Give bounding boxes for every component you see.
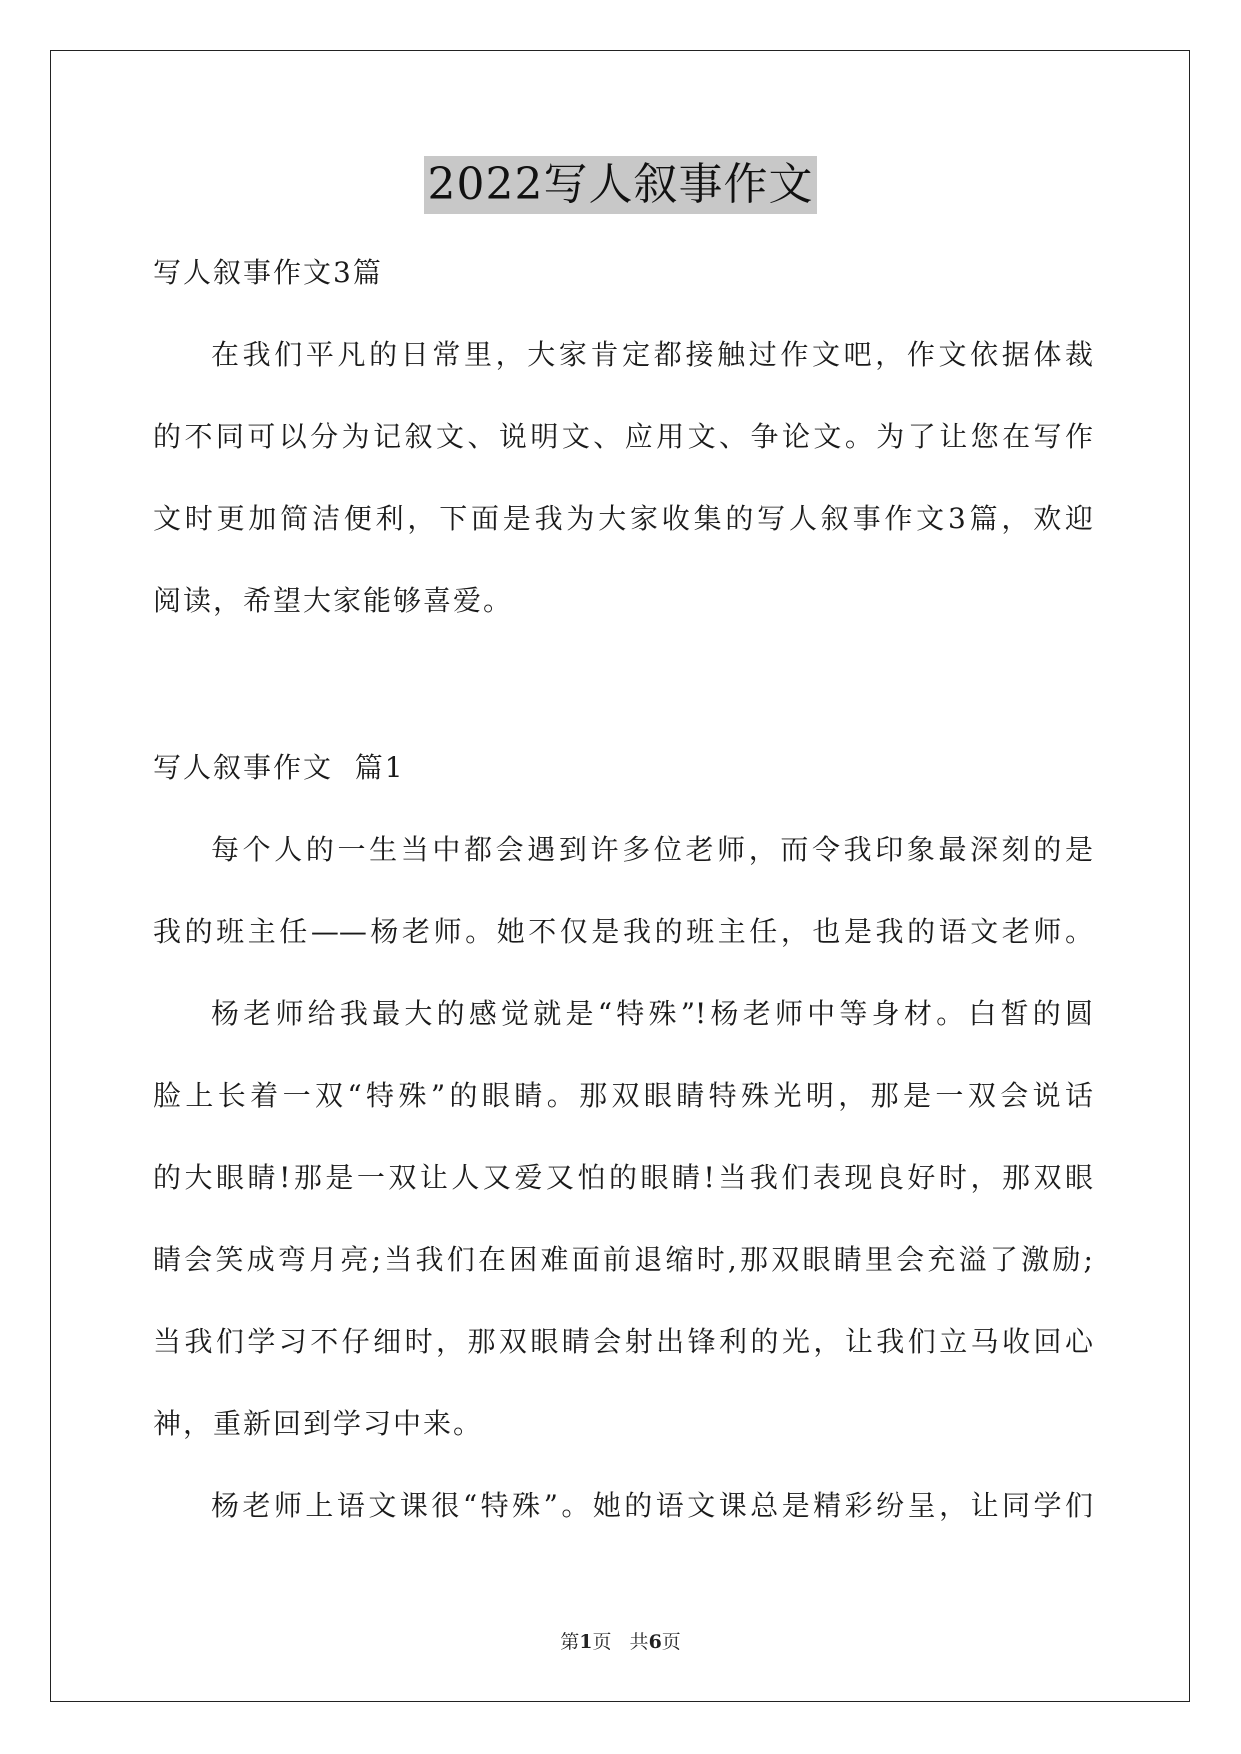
intro-line: 在我们平凡的日常里，大家肯定都接触过作文吧，作文依据体裁 (211, 338, 1093, 371)
paragraph-line: 脸上长着一双“特殊”的眼睛。那双眼睛特殊光明，那是一双会说话 (153, 1079, 1093, 1112)
title-container (0, 156, 1241, 214)
paragraph-line: 睛会笑成弯月亮;当我们在困难面前退缩时,那双眼睛里会充溢了激励; (153, 1243, 1093, 1276)
footer-page-prefix: 第 (560, 1631, 580, 1653)
document-title: 2022写人叙事作文 (424, 156, 818, 214)
document-body (153, 232, 1093, 1547)
footer-page-total: 6 (648, 1631, 662, 1653)
intro-line: 的不同可以分为记叙文、说明文、应用文、争论文。为了让您在写作 (153, 420, 1093, 453)
paragraph-line: 我的班主任——杨老师。她不仅是我的班主任，也是我的语文老师。 (153, 915, 1093, 948)
section-heading: 写人叙事作文 篇1 (153, 751, 405, 784)
footer-page-suffix: 页 (661, 1631, 681, 1653)
intro-line: 文时更加简洁便利，下面是我为大家收集的写人叙事作文3篇，欢迎 (153, 502, 1093, 535)
paragraph-line: 当我们学习不仔细时，那双眼睛会射出锋利的光，让我们立马收回心 (153, 1325, 1093, 1358)
paragraph-line: 神，重新回到学习中来。 (153, 1407, 484, 1440)
paragraph-line: 杨老师给我最大的感觉就是“特殊”!杨老师中等身材。白皙的圆 (211, 997, 1093, 1030)
page-footer (0, 1627, 1241, 1654)
footer-page-mid: 页 共 (592, 1631, 649, 1653)
section-gap (153, 642, 1093, 727)
footer-page-current: 1 (579, 1631, 593, 1653)
subtitle: 写人叙事作文3篇 (153, 256, 383, 289)
paragraph-line: 杨老师上语文课很“特殊”。她的语文课总是精彩纷呈，让同学们 (211, 1489, 1093, 1522)
intro-line: 阅读，希望大家能够喜爱。 (153, 584, 514, 617)
paragraph-line: 的大眼睛!那是一双让人又爱又怕的眼睛!当我们表现良好时，那双眼 (153, 1161, 1093, 1194)
paragraph-line: 每个人的一生当中都会遇到许多位老师，而令我印象最深刻的是 (211, 833, 1093, 866)
